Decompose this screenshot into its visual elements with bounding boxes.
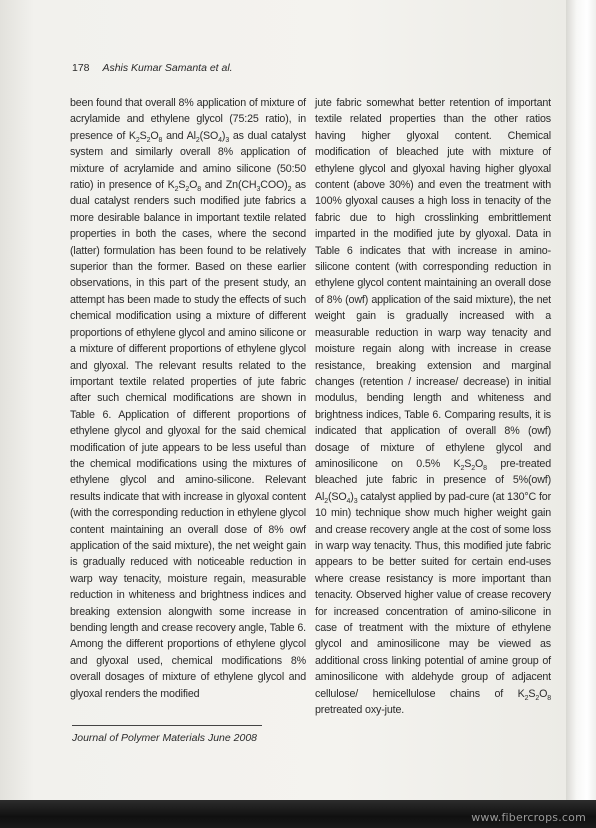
page-edge-shadow xyxy=(566,0,596,800)
scan-bottom-band xyxy=(0,800,596,828)
journal-footer: Journal of Polymer Materials June 2008 xyxy=(72,732,258,744)
running-header xyxy=(72,62,233,74)
running-header-authors: Ashis Kumar Samanta et al. xyxy=(102,62,233,74)
body-column-left: been found that overall 8% application of mixture of acrylamide and ethylene glycol (75:25 ratio), in presence of $K_2S_2O_8$ and $Al_2(SO_4)_3$ as dual catalyst system and similarly overall 8% application of mixture of acrylamide and amino silicone (50:50 ratio) in presence of $K_2S_2O_8$ and $Zn(CH_3COO)_2$ as dual catalyst renders such modified jute fabrics a more desirable balance in important textile related properties in both the cases, where the second (latter) formulation has been found to be relatively superior than the former. Based on these earlier observations, in this part of the present study, an attempt has been made to study the effects of such chemical modification using a mixture of different proportions of ethylene glycol and amino silicone or a mixture of different proportions of ethylene glycol and glyoxal. The relevant results related to the important textile related properties of jute fabric after such chemical modifications are shown in Table 6. Application of different proportions of ethylene glycol and glyoxal for the said chemical modification of jute appears to be less useful than the chemical modifications using the mixtures of ethylene glycol and amino-silicone. Relevant results indicate that with increase in glyoxal content (with the corresponding reduction in ethylene glycol content maintaining an overall dose of 8% owf application of the said mixture), the net weight gain is gradually reduced with noticeable reduction in warp way tenacity, moisture regain, measurable reduction in whiteness and brightness indices and breaking extension alongwith some increase in bending length and crease recovery angle, Table 6. Among the different proportions of ethylene glycol and glyoxal used, chemical modifications 8% overall dosages of mixture of ethylene glycol and glyoxal renders the modified xyxy=(70,97,306,700)
watermark-text: www.fibercrops.com xyxy=(471,811,586,824)
footer-rule xyxy=(72,725,262,726)
page-number: 178 xyxy=(72,62,90,74)
body-column-right: jute fabric somewhat better retention of important textile related properties than the other ratios having higher glyoxal content. Chemical modification of bleached jute with mixture of ethylene glycol and glyoxal having higher glyoxal content (above 30%) and even the treatment with 100% glyoxal causes a high loss in tenacity of the fabric due to high crosslinking embrittlement imparted in the modified jute by glyoxal. Data in Table 6 indicates that with increase in amino- silicone content (with corresponding reduction in ethylene glycol content maintaining an overall dose of 8% (owf) application of the said mixture), the net weight gain is gradually increased with a measurable reduction in warp way tenacity and moisture regain along with increase in crease resistance, breaking extension and marginal changes (retention / increase/ decrease) in initial modulus, bending length and whiteness and brightness indices, Table 6. Comparing results, it is indicated that application of overall 8% (owf) dosage of mixture of ethylene glycol and aminosilicone on 0.5% $K_2S_2O_8$ pre-treated bleached jute fabric in presence of 5%(owf) $Al_2(SO_4)_3$ catalyst applied by pad-cure (at 130°C for 10 min) technique show much higher weight gain and crease recovery angle at the cost of some loss in warp way tenacity. Thus, this modified jute fabric appears to be better suited for certain end-uses where crease resistancy is more important than tenacity. Observed higher value of crease recovery for increased concentration of amino-silicone in case of treatment with the mixture of ethylene glycol and aminosilicone may be viewed as additional cross linking potential of amine group of aminosilicone with aldehyde group of adjacent cellulose/ hemicellulose chains of $K_2S_2O_8$ pretreated oxy-jute. xyxy=(315,97,551,717)
